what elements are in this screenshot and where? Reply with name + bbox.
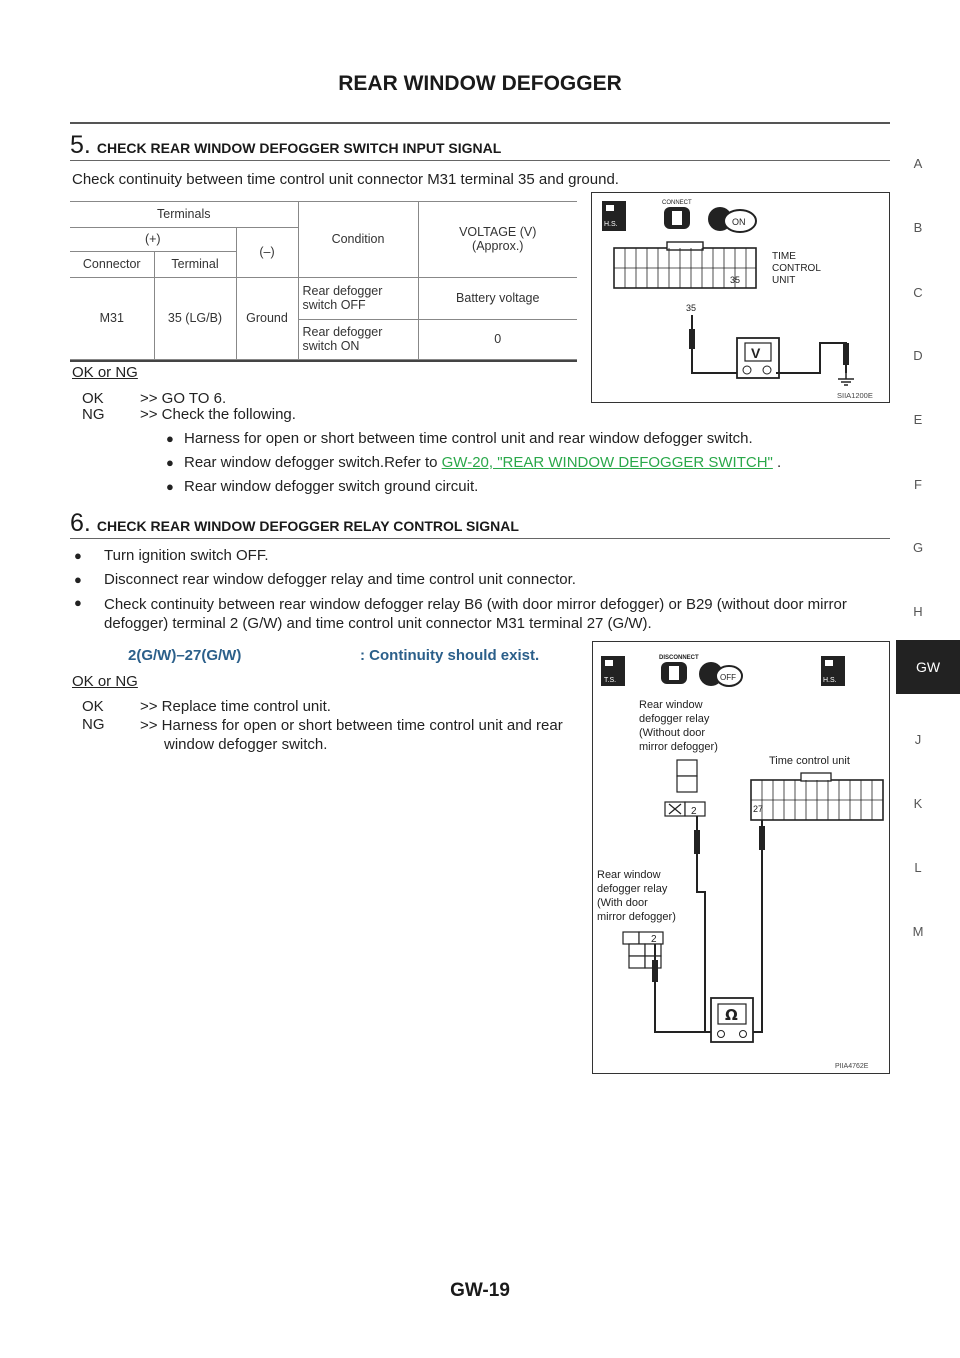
- svg-text:ON: ON: [732, 217, 746, 227]
- step6-title: CHECK REAR WINDOW DEFOGGER RELAY CONTROL SIGNAL: [96, 518, 519, 534]
- step6-heading: [70, 509, 519, 538]
- cell-condition-off: Rear defogger switch OFF: [298, 277, 418, 319]
- svg-text:DISCONNECT: DISCONNECT: [659, 655, 699, 661]
- svg-text:27: 27: [753, 804, 764, 814]
- svg-text:OFF: OFF: [720, 673, 736, 682]
- side-tab-j[interactable]: J: [914, 732, 922, 747]
- voltmeter-icon: [737, 338, 779, 378]
- side-tab-g[interactable]: G: [912, 540, 924, 555]
- step6-figure: [592, 641, 890, 1074]
- continuity-spec-result: : Continuity should exist.: [360, 647, 540, 664]
- step6-number: 6.: [70, 509, 91, 537]
- continuity-spec-terminals: 2(G/W)–27(G/W): [128, 647, 242, 664]
- cell-condition-on: Rear defogger switch ON: [298, 319, 418, 359]
- step5-number: 5.: [70, 131, 91, 159]
- tcu-label-3: UNIT: [772, 275, 796, 286]
- step6-ok-code: OK: [82, 698, 104, 715]
- svg-text:V: V: [751, 345, 761, 361]
- th-plus: (+): [70, 227, 236, 251]
- th-voltage: VOLTAGE (V) (Approx.): [418, 202, 577, 277]
- side-tab-gw[interactable]: GW: [896, 640, 960, 694]
- disconnect-icon: [659, 655, 699, 684]
- figure-tag: PIIA4762E: [835, 1063, 869, 1070]
- tcu-connector: [614, 242, 756, 288]
- svg-text:35: 35: [686, 303, 697, 313]
- svg-text:H.S.: H.S.: [823, 677, 837, 684]
- step5-ng-code: NG: [82, 406, 105, 423]
- ohmmeter-icon: [711, 998, 753, 1042]
- gw-20-link[interactable]: GW-20, "REAR WINDOW DEFOGGER SWITCH": [441, 454, 773, 471]
- step5-table: [70, 202, 577, 360]
- cell-value-off: Battery voltage: [418, 277, 577, 319]
- th-terminals: Terminals: [70, 202, 298, 227]
- step5-table-wrap: [70, 201, 577, 362]
- bullet-dot: ●: [166, 431, 174, 446]
- side-tab-l[interactable]: L: [914, 860, 922, 875]
- bullet-dot: ●: [74, 595, 82, 610]
- bullet-dot: ●: [74, 572, 82, 587]
- figure-tag: SIIA1200E: [837, 391, 873, 400]
- side-tab-m[interactable]: M: [912, 924, 924, 939]
- step5-heading: [70, 131, 501, 160]
- page-number: GW-19: [450, 1280, 510, 1301]
- tcu-label: Time control unit: [769, 755, 850, 767]
- svg-text:2: 2: [691, 806, 697, 817]
- svg-text:2: 2: [651, 934, 657, 945]
- relay-without-mirror-label: Rear window defogger relay (Without door mirror defogger): [639, 699, 718, 753]
- tcu-connector: [751, 773, 883, 820]
- step5-intro: Check continuity between time control unit connector M31 terminal 35 and ground.: [72, 171, 619, 188]
- step6-bullet-1: ● Turn ignition switch OFF.: [74, 547, 269, 564]
- th-condition: Condition: [298, 202, 418, 277]
- cell-terminal: 35 (LG/B): [154, 277, 236, 359]
- hs-icon: [821, 656, 845, 686]
- cell-connector: M31: [70, 277, 154, 359]
- relay-tcu-diagram: [593, 642, 889, 1073]
- ignition-off-icon: [699, 662, 742, 686]
- svg-text:H.S.: H.S.: [604, 221, 618, 228]
- step5-bullet-3: ● Rear window defogger switch ground circuit.: [166, 478, 479, 495]
- cell-value-on: 0: [418, 319, 577, 359]
- step6-bullet-3: ● Check continuity between rear window defogger relay B6 (with door mirror defogger) or B29 (without door mirror defogger) terminal 2 (G/W) and time control unit connector M31 terminal 27 (G/W).: [74, 595, 847, 632]
- side-tab-k[interactable]: K: [913, 796, 923, 811]
- side-tab-c[interactable]: C: [913, 285, 923, 300]
- step6-divider: [70, 538, 890, 539]
- ts-icon: [601, 656, 625, 686]
- th-terminal: Terminal: [154, 251, 236, 277]
- ground-icon: [838, 373, 854, 385]
- step5-ok-text: >> GO TO 6.: [140, 390, 227, 407]
- tcu-label-1: TIME: [772, 251, 796, 262]
- step5-figure: [591, 192, 890, 403]
- step5-ng-text: >> Check the following.: [140, 406, 296, 423]
- step5-divider: [70, 160, 890, 161]
- bullet-dot: ●: [74, 548, 82, 563]
- side-tab-f[interactable]: F: [914, 477, 922, 492]
- side-tab-a[interactable]: A: [913, 156, 923, 171]
- step6-ok-text: >> Replace time control unit.: [140, 698, 331, 715]
- th-connector: Connector: [70, 251, 154, 277]
- relay-connector-b29: [665, 760, 705, 816]
- side-tab-d[interactable]: D: [913, 348, 923, 363]
- side-tab-e[interactable]: E: [913, 412, 923, 427]
- time-control-unit-diagram: [592, 193, 889, 402]
- th-minus: (–): [236, 227, 298, 277]
- step5-ok-code: OK: [82, 390, 104, 407]
- step5-title: CHECK REAR WINDOW DEFOGGER SWITCH INPUT SIGNAL: [96, 140, 502, 156]
- ignition-on-icon: [708, 207, 756, 232]
- page-title: REAR WINDOW DEFOGGER: [338, 72, 622, 95]
- bullet-dot: ●: [166, 455, 174, 470]
- side-tab-b[interactable]: B: [913, 220, 923, 235]
- step6-ng-text: >> Harness for open or short between time control unit and rear window defogger switch.: [140, 717, 563, 753]
- step6-okng-label: OK or NG: [72, 673, 138, 690]
- tcu-label-2: CONTROL: [772, 263, 821, 274]
- step6-bullet-2: ● Disconnect rear window defogger relay and time control unit connector.: [74, 571, 576, 588]
- bullet-dot: ●: [166, 479, 174, 494]
- hs-icon: [602, 201, 626, 231]
- cell-ground: Ground: [236, 277, 298, 359]
- title-divider: [70, 122, 890, 124]
- step5-bullet-2: ● Rear window defogger switch.Refer to GW-20, "REAR WINDOW DEFOGGER SWITCH" .: [166, 454, 782, 471]
- relay-with-mirror-label: Rear window defogger relay (With door mirror defogger): [597, 869, 676, 923]
- step6-ng-code: NG: [82, 716, 105, 733]
- step5-okng-label: OK or NG: [72, 364, 138, 381]
- step5-bullet-1: ● Harness for open or short between time control unit and rear window defogger switch.: [166, 430, 753, 447]
- svg-text:T.S.: T.S.: [604, 677, 617, 684]
- svg-text:CONNECT: CONNECT: [662, 200, 692, 206]
- connector-icon: [662, 200, 692, 229]
- svg-text:Ω: Ω: [725, 1006, 738, 1024]
- side-tab-h[interactable]: H: [913, 604, 923, 619]
- svg-text:35: 35: [730, 275, 741, 285]
